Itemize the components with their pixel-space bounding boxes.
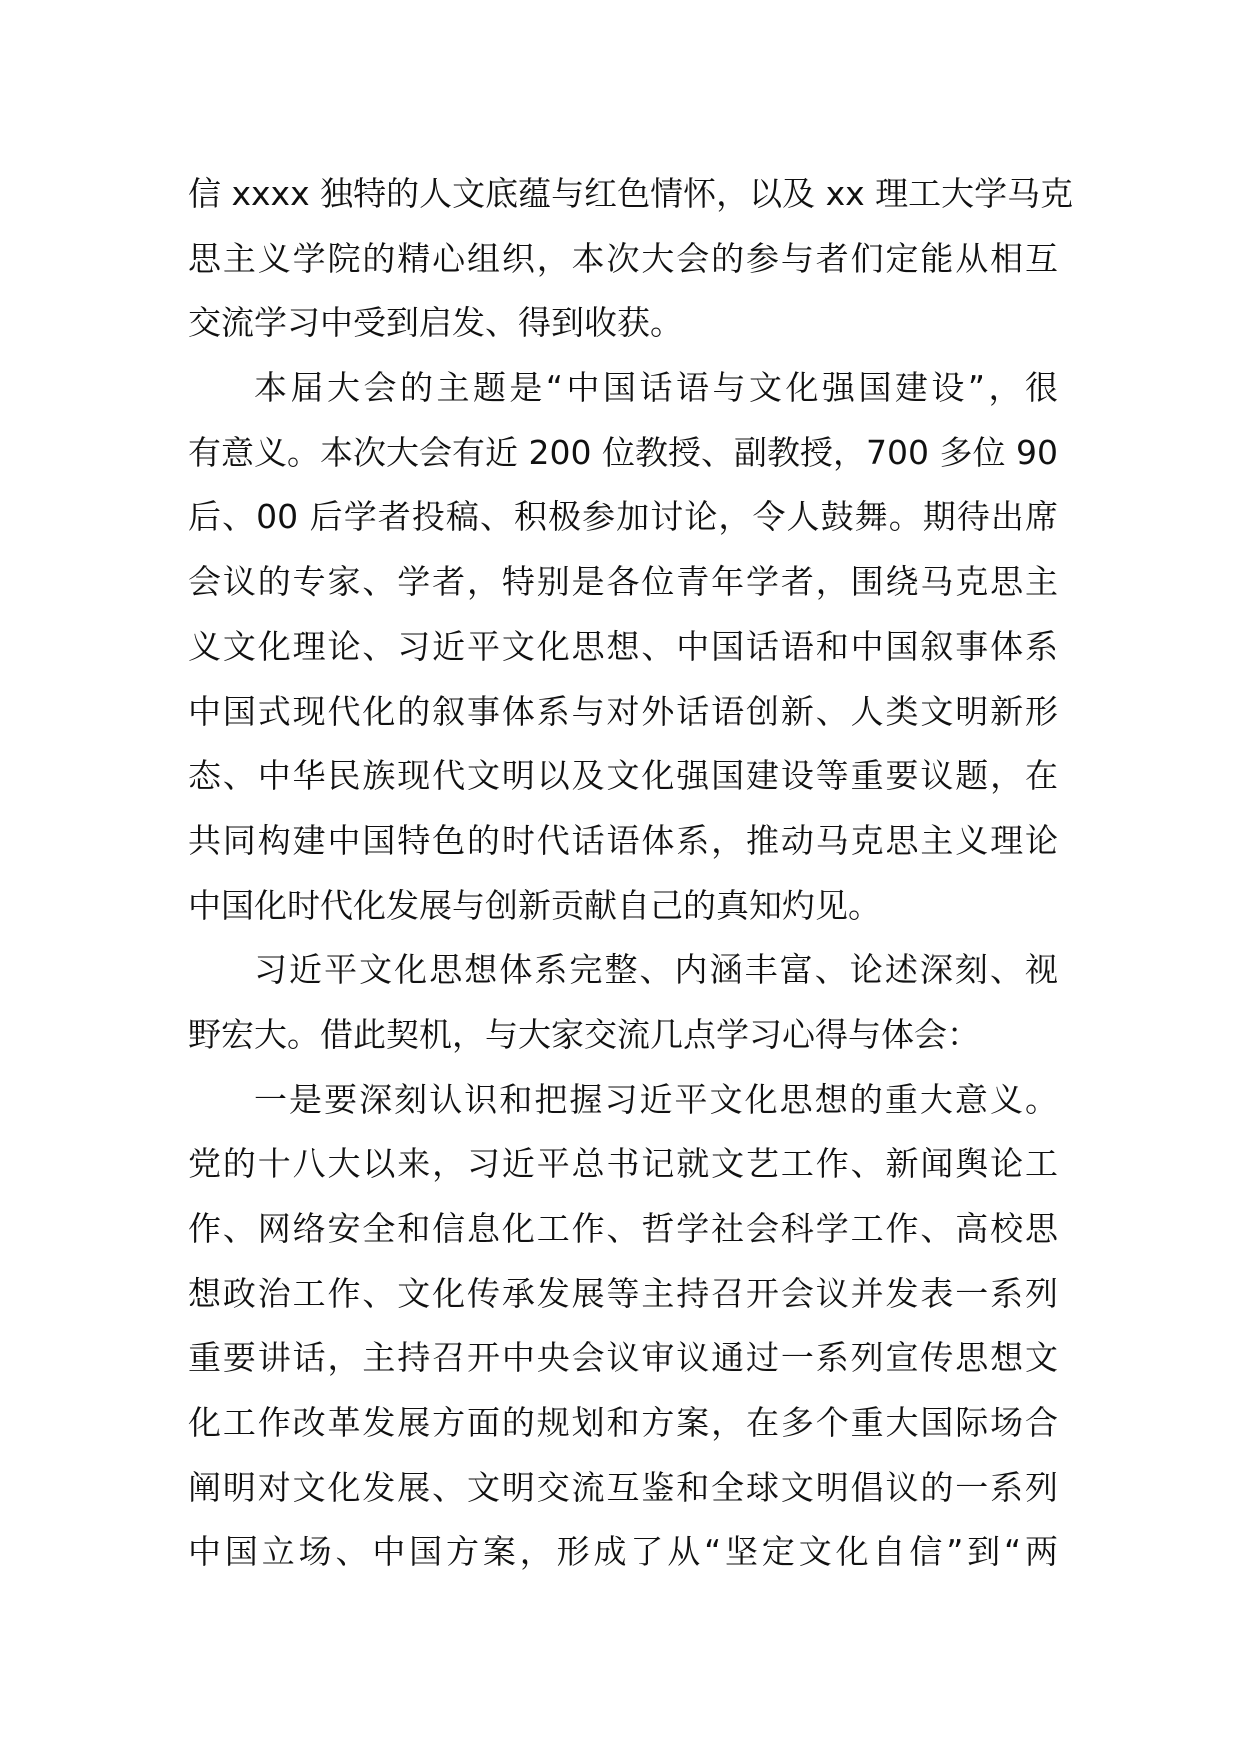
text-line: 义文化理论、习近平文化思想、中国话语和中国叙事体系 [188, 626, 1058, 666]
text-line: 想政治工作、文化传承发展等主持召开会议并发表一系列 [188, 1273, 1058, 1313]
text-line: 中国化时代化发展与创新贡献自己的真知灼见。 [188, 885, 881, 925]
text-line: 作、网络安全和信息化工作、哲学社会科学工作、高校思 [188, 1209, 1058, 1248]
text-line: 中国立场、中国方案，形成了从“坚定文化自信”到“两 [188, 1532, 1058, 1572]
body-text [188, 162, 1074, 1585]
text-line: 化工作改革发展方面的规划和方案，在多个重大国际场合 [188, 1403, 1058, 1443]
text-line: 野宏大。借此契机，与大家交流几点学习心得与体会： [188, 1014, 980, 1054]
text-line: 交流学习中受到启发、得到收获。 [188, 303, 683, 343]
text-line: 信 xxxx 独特的人文底蕴与红色情怀，以及 xx 理工大学马克 [188, 174, 1074, 213]
text-line: 阐明对文化发展、文明交流互鉴和全球文明倡议的一系列 [188, 1467, 1058, 1507]
paragraph-first-line: 本届大会的主题是“中国话语与文化强国建设”，很 [254, 368, 1058, 408]
paragraph-first-line: 习近平文化思想体系完整、内涵丰富、论述深刻、视 [254, 950, 1058, 990]
text-line: 重要讲话，主持召开中央会议审议通过一系列宣传思想文 [188, 1338, 1058, 1378]
text-line: 党的十八大以来，习近平总书记就文艺工作、新闻舆论工 [188, 1144, 1058, 1184]
text-line: 中国式现代化的叙事体系与对外话语创新、人类文明新形 [188, 691, 1058, 731]
text-line: 共同构建中国特色的时代话语体系，推动马克思主义理论 [188, 820, 1058, 860]
paragraph-first-line: 一是要深刻认识和把握习近平文化思想的重大意义。 [254, 1079, 1058, 1119]
text-line: 有意义。本次大会有近 200 位教授、副教授，700 多位 90 [188, 432, 1058, 472]
text-line: 会议的专家、学者，特别是各位青年学者，围绕马克思主 [188, 562, 1058, 602]
text-line: 态、中华民族现代文明以及文化强国建设等重要议题，在 [188, 756, 1058, 796]
text-line: 后、00 后学者投稿、积极参加讨论，令人鼓舞。期待出席 [188, 497, 1058, 537]
text-line: 思主义学院的精心组织，本次大会的参与者们定能从相互 [188, 238, 1058, 278]
